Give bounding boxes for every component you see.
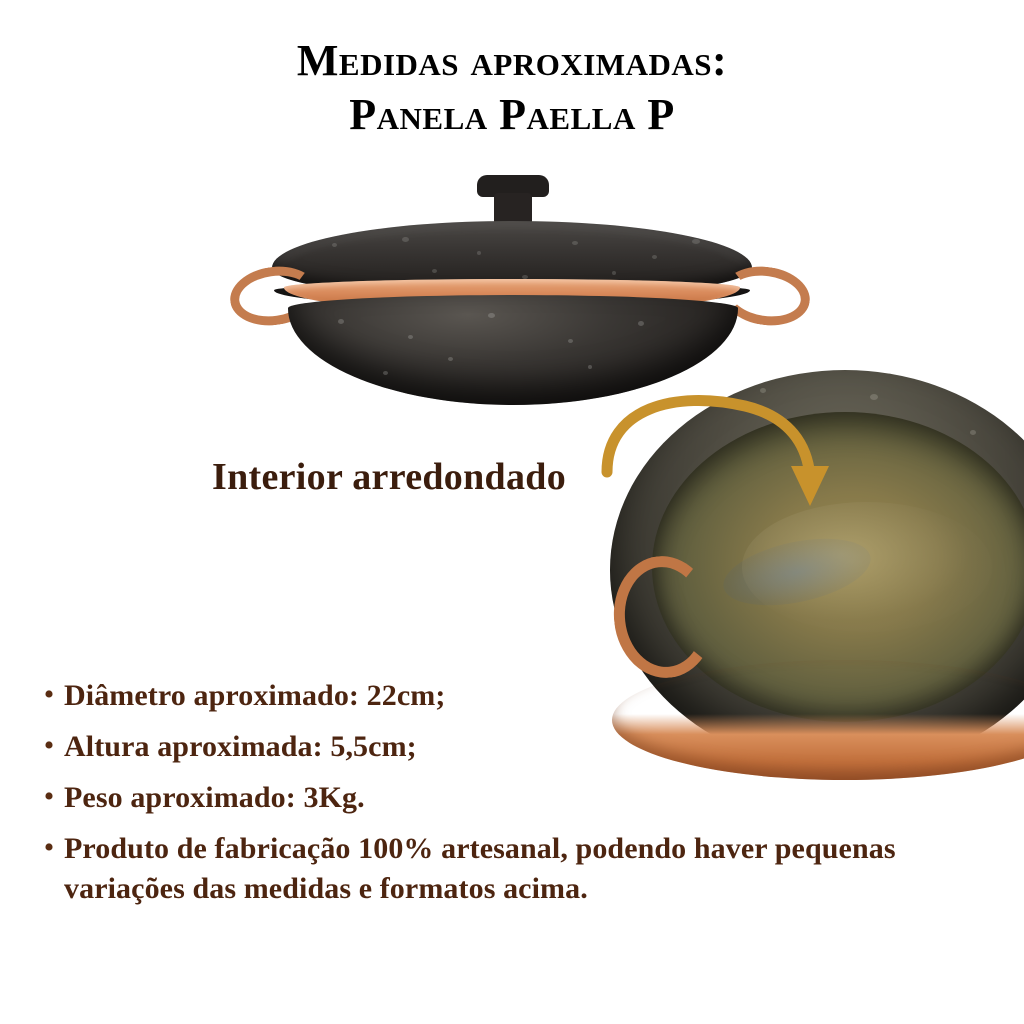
curved-arrow-icon xyxy=(595,380,855,530)
spec-text: Diâmetro aproximado: 22cm; xyxy=(64,679,446,712)
list-item xyxy=(34,778,974,818)
annotation-label: Interior arredondado xyxy=(212,456,566,498)
spec-text: Produto de fabricação 100% artesanal, podendo haver pequenas variações das medidas e formatos acima. xyxy=(64,832,896,905)
specs-list xyxy=(34,676,974,920)
bullet-icon: • xyxy=(43,831,55,864)
list-item xyxy=(34,727,974,767)
spec-text: Peso aproximado: 3Kg. xyxy=(64,781,365,814)
page-title xyxy=(0,34,1024,142)
bullet-icon: • xyxy=(43,678,55,711)
bullet-icon: • xyxy=(43,780,55,813)
title-line-2: Panela Paella P xyxy=(349,90,675,139)
title-line-1: Medidas aproximadas: xyxy=(296,36,728,85)
list-item xyxy=(34,676,974,716)
bullet-icon: • xyxy=(43,729,55,762)
list-item xyxy=(34,829,974,909)
spec-text: Altura aproximada: 5,5cm; xyxy=(64,730,417,763)
